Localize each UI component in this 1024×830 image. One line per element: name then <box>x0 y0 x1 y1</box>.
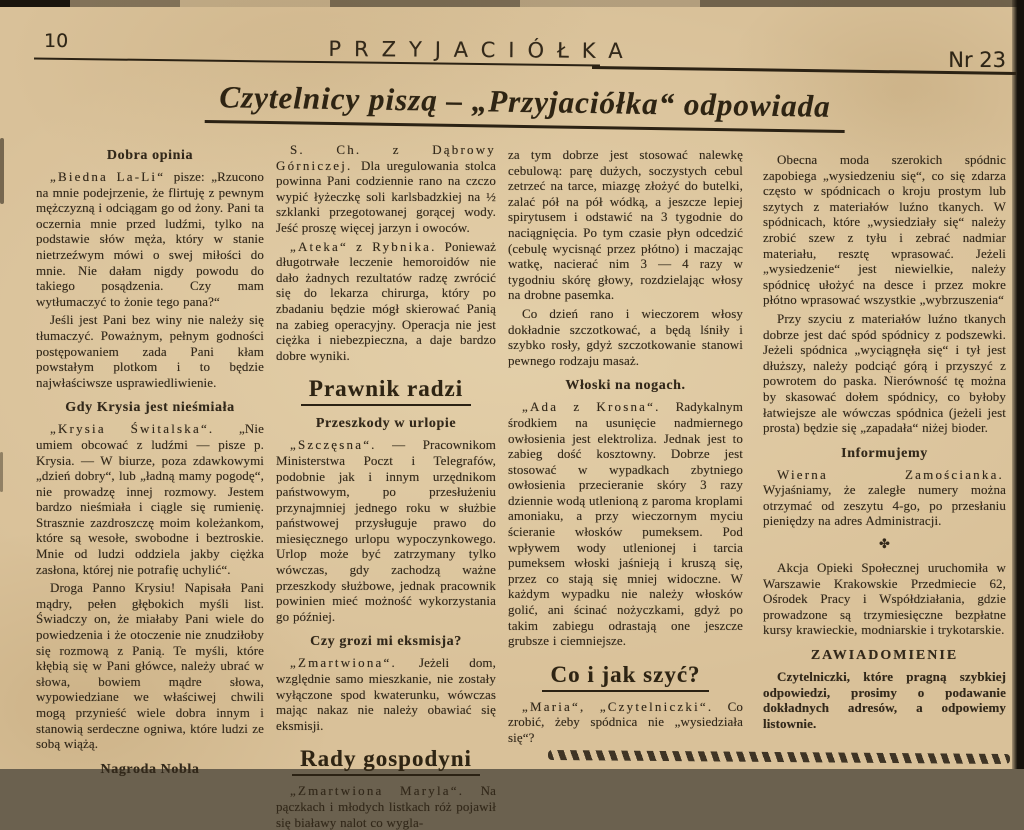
correspondent-name: „Szczęsna“. — <box>290 437 408 453</box>
scan-edge-mark <box>0 138 4 204</box>
reply-paragraph <box>276 239 496 364</box>
paragraph-text: Jeżeli dom, względnie samo mieszkanie, nie zostały wyłączone spod kwaterunku, wówczas mając nakaz nie należy obawiać się eksmisji. <box>276 655 496 733</box>
paragraph-text: Na pączkach i młodych listkach róż pojawił się białawy nalot co wygla- <box>276 783 496 830</box>
correspondent-name: S. Ch. z Dąbrowy Górniczej. <box>276 142 496 173</box>
reply-paragraph <box>763 467 1006 529</box>
reply-paragraph <box>508 699 743 746</box>
reply-paragraph <box>276 437 496 624</box>
letter-heading: Przeszkody w urlopie <box>315 416 457 432</box>
letter-heading: Włoski na nogach. <box>565 378 686 394</box>
paragraph-text: Co zrobić, żeby spódnica nie „wysiedziała się“? <box>508 698 743 745</box>
reply-paragraph <box>276 142 496 236</box>
paragraph-text: Radykalnym środkiem na usunięcie nadmiernego owłosienia jest elektroliza. Jednak jest to zabieg dość kosztowny. Dobrze jest stosować w wypadkach zbytniego owłosienia przecieranie skóry 3 razy dziennie wodą utlenioną z paroma kroplami amoniaku, a przy wieczornym myciu ścieranie włosków pumeksem. Pod wpływem wody utlenionej i tarcia pumeksem włoski jaśnieją i kruszą się, przez co stają się mniej widoczne. W każdym wypadku nie należy włosków golić, ani ścinać nożyczkami, gdyż po takim zabiegu odrastają one jeszcze grubsze i ciemniejsze. <box>508 399 743 649</box>
paragraph-text: Pracownikom Ministerstwa Poczt i Telegrafów, podobnie jak i innym urzędnikom państwowym, po przesłużeniu przynajmniej jednego roku w służbie państwowej przysługuje prawo do miesięcznego urlopu wypoczynkowego. Urlop może być zatrzymany tylko wówczas, gdy zachodzą ważne przeszkody służbowe, jednak pracownik powinien mieć możność wykorzystania go później. <box>276 437 496 624</box>
correspondent-name: „Zmartwiona“. <box>290 655 397 671</box>
reply-paragraph <box>276 783 496 830</box>
column-4 <box>763 132 1006 769</box>
reply-paragraph: Droga Panno Krysiu! Napisała Pani mądry, pełen głębokich myśli list. Świadczy on, że miałaby Pani wiele do powiedzenia i że otoczenie nie znudziłoby się rozmową z Panią. Te myśli, które kłębią się w Pani główce, należy ubrać w słowa, bowiem mądre słowa, wypowiedziane we właściwej chwili mogą przynieść wiele dobra innym i stanowią serdeczne ogniwa, które ludzi ze sobą wiążą. <box>36 580 264 752</box>
scan-edge-top <box>0 0 1024 7</box>
column-1 <box>36 132 264 777</box>
masthead-title: PRZYJACIÓŁKA <box>328 36 636 64</box>
flower-ornament-icon: ✤ <box>879 537 890 553</box>
paragraph-text: Ponieważ długotrwałe leczenie hemoroidów nie dało żadnych rezultatów radzę zwrócić się do lekarza chirurga, który po zbadaniu będzie mógł skierować Panią na zabieg operacyjny. Operacja nie jest ciężka i niebezpieczna, a daje bardzo dobre wyniki. <box>276 238 496 363</box>
reply-paragraph: za tym dobrze jest stosować nalewkę cebulową: parę dużych, soczystych cebul zetrzeć na tarce, miazgę złożyć do butelki, zalać pół na pół wódką, a jeszcze lepiej spirytusem i odstawić na 3 tygodnie do naciągnięcia. Po tym czasie płyn odcedzić (cebulę wycisnąć przez płótno) i maczając watkę, nacierać nim 3 — 4 razy w tygodniu skórę głowy, rozdzielając włosy na drobne pasemka. <box>508 147 743 303</box>
reply-paragraph: Przy szyciu z materiałów luźno tkanych dobrze jest dać spód spódnicy z podszewki. Jeżeli spódnica „wyciągnęła się“ i tył jest dłuższy, należy podciąć górą i przyszyć z powrotem do paska. Nierówność tę można by skasować dołem spódnicy, co byłoby łatwiejsze ale wówczas spódnica (jeżeli jest prosta) będzie się „zapadała“ niżej bioder. <box>763 310 1006 436</box>
rubric-heading-wrap <box>508 662 743 692</box>
reply-paragraph: Co dzień rano i wieczorem włosy dokładnie szczotkować, a będą lśniły i szybko rosły, gdyż szczotkowanie stanowi pewnego rodzaju masaż. <box>508 305 743 368</box>
paragraph-text: pisze: „Rzucono na mnie podejrzenie, że flirtuję z pewnym mężczyzną i odciągam go od żony. Pani ta oczernia mnie przed ludźmi, tylko na podstawie słów męża, który w stanie nietrzeźwym mówi o swej miłości do mnie. Nie dałam nigdy powodu do takiego posądzenia. Czy mam wytłumaczyć to żonie tego pana?“ <box>36 169 264 309</box>
letter-heading: Nagroda Nobla <box>100 761 200 777</box>
scan-edge-mark <box>0 452 3 492</box>
page-number: 10 <box>44 30 69 52</box>
paragraph-text: Dla uregulowania stolca powinna Pani codziennie rano na czczo wypić łyżeczkę soli karlsbadzkiej na ½ szklanki przegotowanej gorącej wody. Jeść proszę więcej jarzyn i owoców. <box>276 157 496 235</box>
article-body <box>36 132 1006 830</box>
rubric-heading: Co i jak szyć? <box>542 662 708 692</box>
column-3 <box>508 132 743 769</box>
letter-paragraph <box>36 421 264 577</box>
issue-number: Nr 23 <box>948 48 1006 72</box>
scan-edge-right <box>1012 0 1024 769</box>
notice-heading: ZAWIADOMIENIE <box>810 648 959 664</box>
letter-paragraph <box>36 169 264 309</box>
reply-paragraph <box>276 655 496 733</box>
reply-paragraph: Jeśli jest Pani bez winy nie należy się tłumaczyć. Poważnym, pełnym godności postępowaniem zada Pani kłam powstałym plotkom i to będzie najwłaściwsze usprawiedliwienie. <box>36 312 264 390</box>
correspondent-name: „Ada z Krosna“. <box>522 399 661 415</box>
section-headline: Czytelnicy piszą – „Przyjaciółka“ odpowiada <box>205 79 845 133</box>
correspondent-name: „Biedna La-Li“ <box>50 169 166 184</box>
rubric-heading: Rady gospodyni <box>292 746 480 776</box>
column-2 <box>276 132 496 830</box>
paragraph-text: „Nie umiem obcować z ludźmi — pisze p. Krysia. — W biurze, poza zdawkowymi „dzień dobry“, lub „ładną mamy pogodę“, nie prowadzę innej rozmowy. Jestem bardzo nieśmiała i ciągle się rumienię. Strasznie zazdroszczę moim koleżankom, które są wesołe, swobodne i beztroskie. Mnie od ludzi oddziela jakby ciężka zasłona, której nie potrafię uchylić“. <box>36 421 264 577</box>
correspondent-name: „Krysia Świtalska“. <box>50 421 215 437</box>
rubric-heading: Prawnik radzi <box>301 376 471 406</box>
paragraph-text: Wyjaśniamy, że zaległe numery można otrzymać od zeszytu 4-go, po przesłaniu pieniędzy na adres Administracji. <box>763 482 1006 529</box>
rubric-heading-wrap <box>276 376 496 406</box>
correspondent-name: Wierna Zamościanka. <box>777 466 1004 482</box>
section-headline-wrap <box>120 78 931 135</box>
correspondent-name: „Maria“, „Czytelniczki“. <box>522 698 714 714</box>
reply-paragraph: Obecna moda szerokich spódnic zapobiega „wysiedzeniu się“, co się zdarza często w spódnicach o kroju prostym lub szytych z materiałów luźno tkanych. W spódnicach, które „wysiedziały się“ należy zrobić szew z tyłu i zebrać nadmiar materiału, resztę wprasować. Jeżeli „wysiedzenie“ jest niewielkie, należy spódnicę ułożyć na desce i przez mokre płótno wprasować wszystkie „wybrzuszenia“ <box>763 152 1006 308</box>
rubric-heading-wrap <box>276 746 496 776</box>
correspondent-name: „Ateka“ z Rybnika. <box>290 238 437 254</box>
letter-heading: Dobra opinia <box>106 148 194 163</box>
letter-heading: Czy grozi mi eksmisja? <box>310 634 462 650</box>
reply-paragraph <box>508 399 743 649</box>
letter-heading: Gdy Krysia jest nieśmiała <box>65 400 235 416</box>
correspondent-name: „Zmartwiona Maryla“. <box>290 783 465 799</box>
letter-heading: Informujemy <box>841 445 928 461</box>
notice-paragraph: Akcja Opieki Społecznej uruchomiła w Warszawie Krakowskie Przedmiecie 62, Ośrodek Pracy i Współdziałania, gdzie prowadzone są trzymiesięczne bezpłatne kursy krawieckie, modniarskie i trykotarskie. <box>763 560 1006 638</box>
notice-paragraph: Czytelniczki, które pragną szybkiej odpowiedzi, prosimy o podawanie dokładnych adresów, a odpowiemy listownie. <box>763 669 1006 731</box>
